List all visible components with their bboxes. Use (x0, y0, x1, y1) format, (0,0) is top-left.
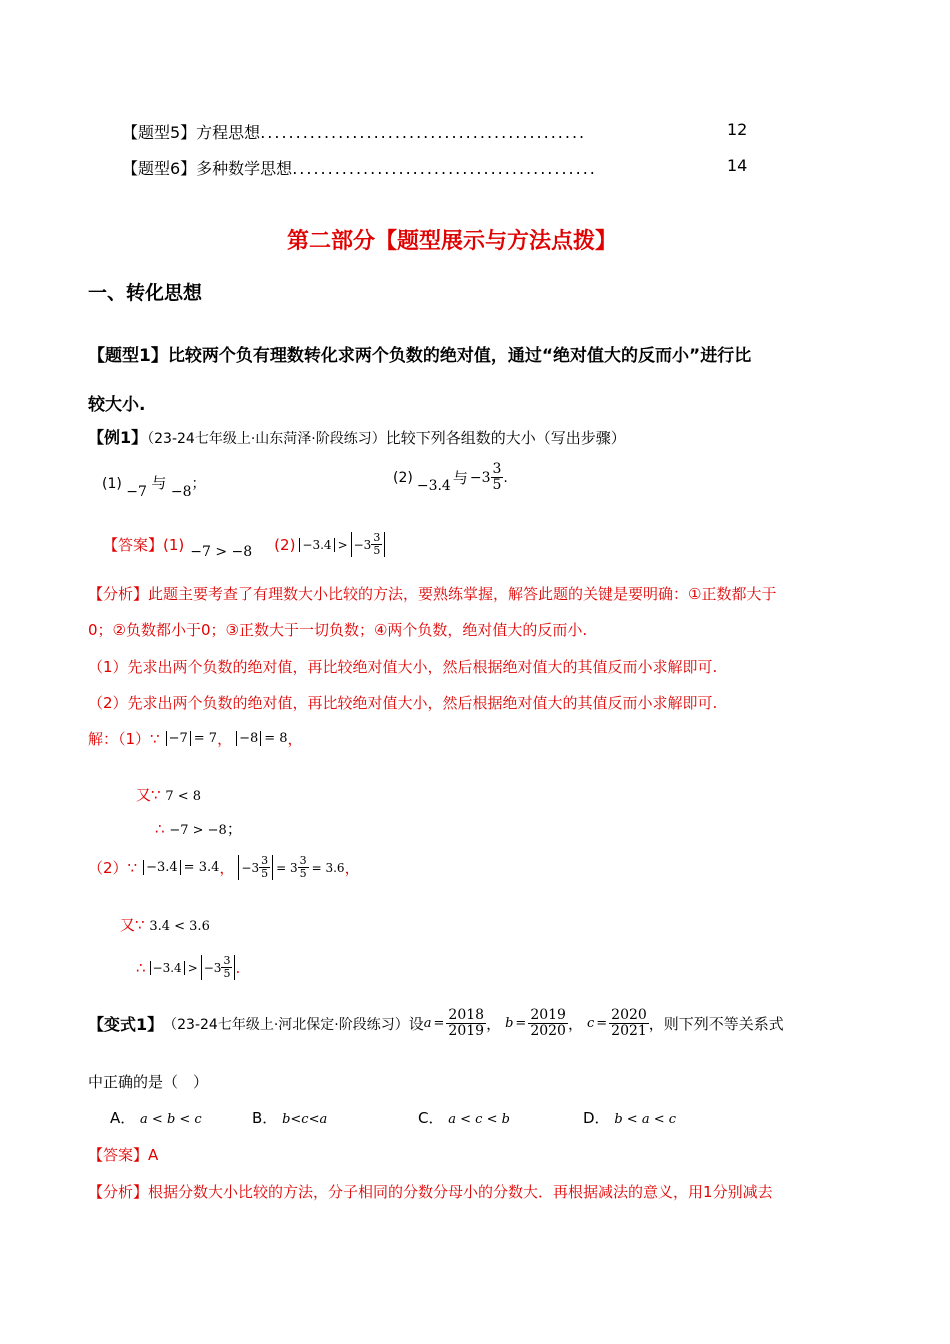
option-a[interactable] (110, 1107, 202, 1128)
punctuation: . (235, 958, 241, 977)
math-value: −3.4 (416, 477, 451, 494)
punctuation: ， (217, 730, 233, 748)
punctuation: ， (287, 730, 303, 748)
variant-text: 设 (408, 1015, 424, 1034)
solution-text: 又∵ (120, 916, 145, 934)
math-expression: −7 > −8 (169, 823, 227, 838)
toc-leader-dots: ........................................... (292, 159, 597, 178)
type-tag: 【题型1】 (88, 346, 168, 366)
solution-text: 解：（1）∵ (88, 730, 160, 748)
solution-2-step-1 (88, 855, 360, 880)
solution-1-step-1 (88, 728, 303, 749)
example-question: 比较下列各组数的大小（写出步骤） (385, 429, 626, 447)
fraction-numerator: 2020 (611, 1007, 647, 1023)
math-expression: 3.4 < 3.6 (149, 919, 210, 934)
solution-text: ∴ (136, 958, 146, 977)
answer-tag: 【答案】 (103, 536, 164, 555)
abs-value (201, 955, 236, 980)
toc-page-number: 12 (727, 120, 748, 139)
fraction-denominator: 5 (261, 867, 269, 881)
abs-value: −7 (166, 731, 191, 746)
math-value: −3 (241, 860, 260, 875)
example-source: （23-24七年级上·山东菏泽·阶段练习） (147, 431, 386, 447)
fraction-denominator: 2019 (448, 1023, 485, 1040)
solution-2-step-3 (136, 955, 240, 980)
fraction-numerator: 3 (299, 854, 307, 867)
option-label: C． (418, 1109, 444, 1127)
math-value: −3 (469, 469, 491, 486)
punctuation: ， (344, 859, 360, 878)
solution-text: （2）∵ (88, 859, 138, 878)
option-value: a < c < b (448, 1112, 510, 1127)
analysis-1-line4: （2）先求出两个负数的绝对值，再比较绝对值大小，然后根据绝对值大的其值反而小求解即可. (88, 694, 718, 712)
answer-tag: 【答案】 (88, 1146, 149, 1164)
analysis-2-line1 (88, 1181, 773, 1202)
math-expression (236, 731, 287, 746)
option-label: B． (252, 1109, 278, 1127)
variable: a (423, 1016, 432, 1032)
analysis-1-line3: （1）先求出两个负数的绝对值，再比较绝对值大小，然后根据绝对值大的其值反而小求解即可. (88, 658, 718, 676)
toc-entry-6[interactable] (122, 156, 597, 179)
toc-label: 【题型5】方程思想 (122, 123, 261, 142)
fraction (298, 855, 309, 880)
fraction-numerator: 2019 (530, 1007, 566, 1023)
fraction-numerator: 2018 (448, 1007, 485, 1023)
toc-page-number: 14 (727, 156, 748, 175)
abs-value: −3.4 (150, 961, 185, 975)
math-value: −3 (353, 537, 372, 552)
math-expression: 7 < 8 (165, 789, 202, 804)
analysis-tag: 【分析】 (88, 585, 149, 603)
math-value: −3 (203, 960, 222, 975)
connector-text: 与 (151, 474, 167, 492)
math-value: = 7 (193, 731, 218, 746)
variable: b (505, 1016, 514, 1032)
example-part-2 (393, 462, 508, 494)
example-1 (88, 425, 626, 448)
option-label: A． (110, 1109, 136, 1127)
analysis-text: 此题主要考查了有理数大小比较的方法，要熟练掌握，解答此题的关键是要明确：①正数都大于 (148, 585, 777, 603)
variant-tag: 【变式1】 (88, 1015, 164, 1035)
fraction-denominator: 5 (223, 967, 231, 981)
analysis-1-line1 (88, 583, 776, 604)
solution-text: 又∵ (136, 786, 161, 804)
fraction (609, 1008, 649, 1040)
math-expression (150, 955, 236, 980)
math-value: = 3 (276, 860, 298, 875)
operator: = (433, 1016, 445, 1032)
fraction (221, 955, 232, 980)
variant-1 (88, 1008, 784, 1040)
toc-entry-5[interactable] (122, 120, 586, 143)
analysis-tag: 【分析】 (88, 1183, 149, 1201)
punctuation: ； (191, 476, 206, 492)
operator: > (337, 537, 348, 552)
part-label: (2) (393, 469, 413, 486)
fraction-denominator: 5 (299, 867, 307, 881)
part-label: (2) (274, 535, 296, 554)
fraction-numerator: 3 (373, 531, 381, 544)
abs-value: −3.4 (143, 860, 181, 875)
punctuation: ， (219, 859, 235, 878)
math-value: −8 (170, 484, 192, 500)
fraction (528, 1008, 568, 1040)
punctuation: ； (226, 820, 242, 838)
math-expression (238, 855, 344, 880)
math-expression: −7 > −8 (190, 543, 253, 560)
math-expression (166, 731, 217, 746)
abs-value (351, 532, 386, 557)
answer-2 (88, 1144, 158, 1165)
abs-value: −3.4 (299, 538, 334, 552)
fraction (446, 1008, 486, 1040)
math-value: = 3.4 (183, 860, 220, 876)
solution-1-step-2 (136, 784, 201, 805)
fraction-denominator: 5 (373, 544, 381, 558)
operator: = (596, 1016, 608, 1032)
analysis-text: 根据分数大小比较的方法，分子相同的分数分母小的分数大．再根据减法的意义，用1分别减去 (148, 1183, 773, 1201)
punctuation: ， (567, 1015, 583, 1034)
operator: > (187, 960, 198, 975)
type-text-line2: 较大小. (88, 395, 146, 415)
fraction (259, 855, 270, 880)
question-type-1 (88, 341, 751, 366)
fraction-numerator: 3 (492, 461, 502, 477)
solution-2-step-2 (120, 914, 210, 935)
option-label: D． (583, 1109, 610, 1127)
math-expression (143, 860, 219, 875)
part-title: 第二部分【题型展示与方法点拨】 (287, 229, 618, 254)
abs-value (238, 855, 273, 880)
type-text: 比较两个负有理数转化求两个负数的绝对值，通过“绝对值大的反而小”进行比 (167, 346, 752, 366)
answer-1 (103, 531, 385, 560)
operator: = (515, 1016, 527, 1032)
option-b[interactable] (252, 1107, 327, 1128)
part-label: (1) (163, 535, 185, 554)
option-value: a < b < c (140, 1112, 202, 1127)
toc-leader-dots: .............................................. (260, 123, 587, 142)
fraction-denominator: 2021 (611, 1023, 647, 1040)
fraction-numerator: 3 (223, 954, 231, 967)
option-value: b<c<a (282, 1112, 328, 1127)
math-value: = 8 (264, 731, 288, 746)
solution-1-step-3 (155, 818, 242, 839)
punctuation: . (503, 469, 508, 486)
example-tag: 【例1】 (88, 428, 148, 447)
punctuation: ， (486, 1015, 502, 1034)
fraction-denominator: 2020 (530, 1023, 566, 1040)
solution-text: ∴ (155, 820, 165, 838)
fraction (491, 462, 504, 494)
variant-question-line2: 中正确的是（ ） (88, 1073, 209, 1091)
math-value: −7 (126, 484, 147, 500)
variable: c (586, 1016, 595, 1032)
fraction-denominator: 5 (492, 477, 502, 494)
option-value: b < a < c (614, 1112, 677, 1127)
math-value: = 3.6 (311, 860, 345, 875)
option-d[interactable] (583, 1107, 676, 1128)
variant-source: （23-24七年级上·河北保定·阶段练习） (163, 1016, 409, 1033)
answer-value: A (148, 1146, 159, 1164)
toc-label: 【题型6】多种数学思想 (122, 159, 293, 178)
option-c[interactable] (418, 1107, 510, 1128)
analysis-1-line2: 0；②负数都小于0；③正数大于一切负数；④两个负数，绝对值大的反而小. (88, 621, 588, 639)
fraction-numerator: 3 (261, 854, 269, 867)
section-title: 一、转化思想 (88, 282, 203, 304)
abs-value: −8 (236, 731, 261, 746)
fraction (371, 532, 382, 557)
variant-text: ，则下列不等关系式 (648, 1015, 784, 1034)
example-part-1 (102, 472, 206, 500)
connector-text: 与 (452, 469, 468, 488)
part-label: (1) (102, 476, 122, 492)
math-expression (299, 532, 385, 557)
